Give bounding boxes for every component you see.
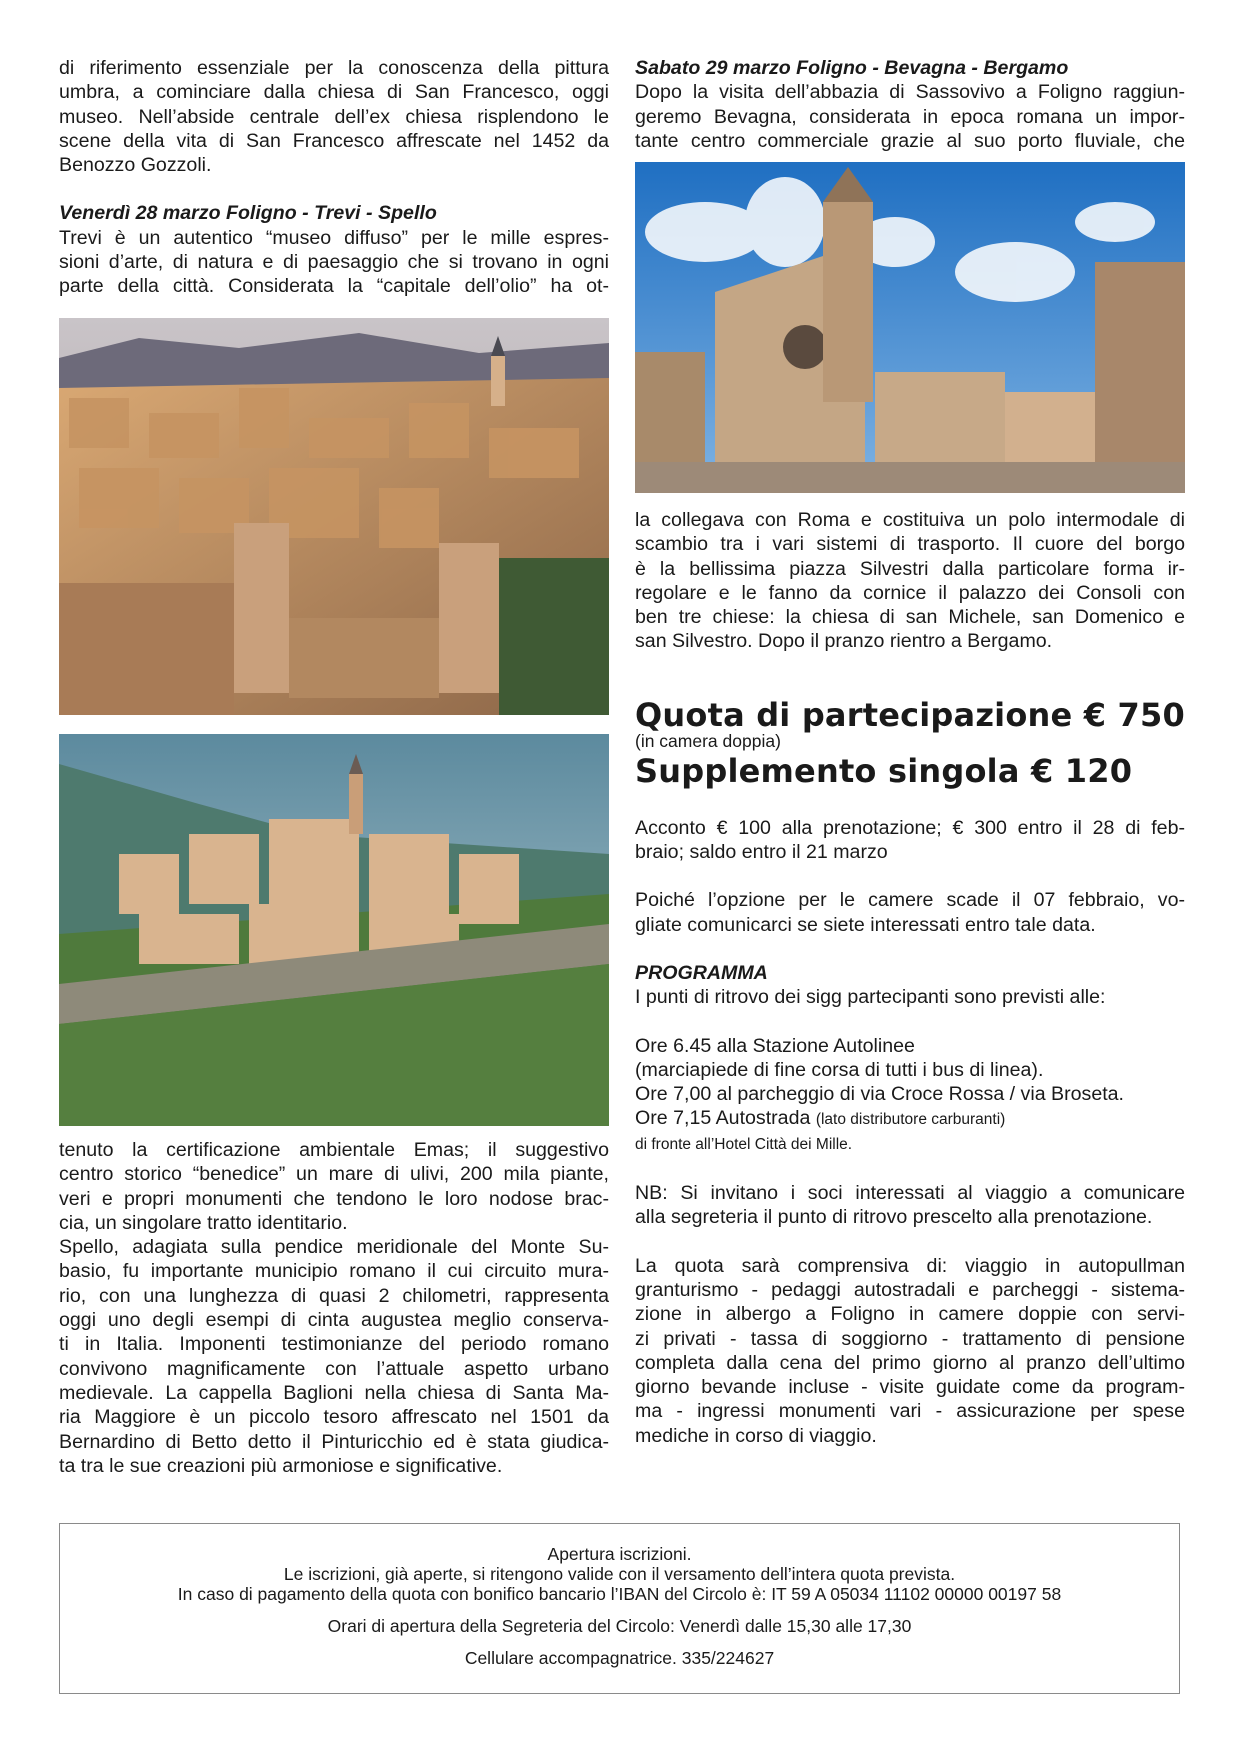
quota-paragraph [635, 1254, 1185, 1448]
bevagna-paragraph [635, 508, 1185, 654]
text-line: rio, con una lunghezza di quasi 2 chilometri, rappresenta [59, 1284, 609, 1307]
ritrovo-note: (lato distributore carburanti) [815, 1111, 1006, 1129]
text-line: zi privati - tassa di soggiorno - trattamento di pensione [635, 1327, 1185, 1350]
text-line: ma - ingressi monumenti vari - assicurazione per spese [635, 1400, 1185, 1423]
ritrovo-list [635, 1034, 1185, 1157]
text-line: gliate comunicarci se siete interessati entro tale data. [635, 913, 1096, 936]
text-line: parte della città. Considerata la “capitale dell’olio” ha ot- [59, 275, 609, 298]
text-line: centro storico “benedice” un mare di ulivi, 200 mila piante, [59, 1163, 609, 1186]
saturday-paragraph [635, 80, 1185, 153]
ritrovo-line: Ore 7,00 al parcheggio di via Croce Rossa / via Broseta. [635, 1083, 1125, 1106]
text-line: veri e propri monumenti che tendono le loro nodose brac- [59, 1187, 609, 1210]
text-line: braio; saldo entro il 21 marzo [635, 841, 888, 864]
box-hours: Orari di apertura della Segreteria del Circolo: Venerdì dalle 15,30 alle 17,30 [327, 1616, 912, 1636]
text-line: cia, un singolare tratto identitario. [59, 1211, 348, 1234]
text-line: oggi uno degli esempi di cinta augustea meglio conserva- [59, 1309, 609, 1332]
text-line: convivono magnificamente con l’attuale aspetto urbano [59, 1357, 609, 1380]
text-line: zione in albergo a Foligno in camere doppie con servi- [635, 1303, 1185, 1326]
ritrovo-line [635, 1106, 1185, 1132]
text-line: Bernardino di Betto detto il Pinturicchio ed è stata giudica- [59, 1430, 609, 1453]
left-column-continued [59, 1138, 609, 1478]
box-phone: Cellulare accompagnatrice. 335/224627 [464, 1648, 775, 1668]
ritrovo-line: (marciapiede di fine corsa di tutti i bus di linea). [635, 1058, 1044, 1081]
programma-intro: I punti di ritrovo dei sigg partecipanti sono previsti alle: [635, 986, 1106, 1009]
price-note: (in camera doppia) [635, 730, 781, 751]
text-line: tenuto la certificazione ambientale Emas; il suggestivo [59, 1139, 609, 1161]
text-line: NB: Si invitano i soci interessati al viaggio a comunicare [635, 1182, 1185, 1205]
acconto-paragraph [635, 816, 1185, 865]
text-line: è la bellissima piazza Silvestri dalla particolare forma ir- [635, 557, 1185, 580]
registration-info-box [59, 1523, 1180, 1694]
right-column [635, 56, 1185, 153]
text-line: scene della vita di San Francesco affrescate nel 1452 da [59, 129, 609, 152]
text-line: ta tra le sue creazioni più armoniose e significative. [59, 1454, 503, 1477]
text-line: ria Maggiore è un piccolo tesoro affrescato nel 1501 da [59, 1406, 609, 1429]
box-line: Le iscrizioni, già aperte, si ritengono valide con il versamento dell’intera quota prevista. [283, 1564, 956, 1584]
text-line: Benozzo Gozzoli. [59, 154, 212, 177]
ritrovo-line: di fronte all’Hotel Città dei Mille. [635, 1135, 853, 1153]
text-line: museo. Nell’abside centrale dell’ex chiesa risplendono le [59, 105, 609, 128]
text-line: giorno bevande incluse - visite guidate come da program- [635, 1376, 1185, 1399]
text-line: granturismo - pedaggi autostradali e parcheggi - sistema- [635, 1278, 1185, 1301]
text-line: basio, fu importante municipio romano il cui circuito mura- [59, 1260, 609, 1283]
spello-photo [59, 734, 609, 1126]
box-iban-line: In caso di pagamento della quota con bonifico bancario l’IBAN del Circolo è: IT 59 A 05034 11102 00000 00197 58 [177, 1584, 1062, 1604]
text-line: regolare e le fanno da cornice il palazzo dei Consoli con [635, 581, 1185, 604]
box-title: Apertura iscrizioni. [547, 1544, 692, 1564]
text-line: la collegava con Roma e costituiva un polo intermodale di [635, 509, 1185, 531]
text-line: scambio tra i vari sistemi di trasporto. Il cuore del borgo [635, 533, 1185, 556]
text-line: La quota sarà comprensiva di: viaggio in autopullman [635, 1254, 1185, 1277]
text-line: ben tre chiese: la chiesa di san Michele, san Domenico e [635, 606, 1185, 629]
text-line: Poiché l’opzione per le camere scade il 07 febbraio, vo- [635, 889, 1185, 912]
text-line: medievale. La cappella Baglioni nella chiesa di Santa Ma- [59, 1381, 609, 1404]
intro-paragraph [59, 56, 609, 177]
ritrovo-line: Ore 6.45 alla Stazione Autolinee [635, 1034, 915, 1057]
programma-heading: PROGRAMMA [635, 961, 768, 984]
left-column [59, 56, 609, 299]
text-line: tante centro commerciale grazie al suo porto fluviale, che [635, 129, 1185, 152]
text-line: mediche in corso di viaggio. [635, 1424, 877, 1447]
text-line: Spello, adagiata sulla pendice meridionale del Monte Su- [59, 1236, 609, 1259]
text-line: sioni d’arte, di natura e di paesaggio che si trovano in ogni [59, 251, 609, 274]
text-line: Acconto € 100 alla prenotazione; € 300 entro il 28 di feb- [635, 816, 1185, 839]
text-line: completa dalla cena del primo giorno al pranzo dell’ultimo [635, 1351, 1185, 1374]
text-line: alla segreteria il punto di ritrovo prescelto alla prenotazione. [635, 1206, 1153, 1229]
trevi-photo [59, 318, 609, 715]
bevagna-photo [635, 162, 1185, 493]
day-heading-friday: Venerdì 28 marzo Foligno - Trevi - Spello [59, 202, 437, 225]
text-line: Trevi è un autentico “museo diffuso” per le mille espres- [59, 226, 609, 249]
trevi-spello-paragraph [59, 1138, 609, 1478]
price-title: Quota di partecipazione € 750 [635, 695, 1185, 734]
supplement-title: Supplemento singola € 120 [635, 751, 1133, 790]
friday-paragraph [59, 226, 609, 299]
text-line: umbra, a cominciare dalla chiesa di San Francesco, oggi [59, 81, 609, 104]
text-line: Dopo la visita dell’abbazia di Sassovivo a Foligno raggiun- [635, 81, 1185, 104]
text-line: san Silvestro. Dopo il pranzo rientro a Bergamo. [635, 630, 1053, 653]
nb-paragraph [635, 1181, 1185, 1230]
text-line: ti in Italia. Imponenti testimonianze del periodo romano [59, 1333, 609, 1356]
opzione-paragraph [635, 888, 1185, 937]
text-line: geremo Bevagna, considerata in epoca romana un impor- [635, 105, 1185, 128]
right-column-continued [635, 508, 1185, 1448]
day-heading-saturday: Sabato 29 marzo Foligno - Bevagna - Bergamo [635, 57, 1069, 79]
text-line: di riferimento essenziale per la conoscenza della pittura [59, 57, 609, 79]
ritrovo-time: Ore 7,15 Autostrada [635, 1107, 816, 1130]
